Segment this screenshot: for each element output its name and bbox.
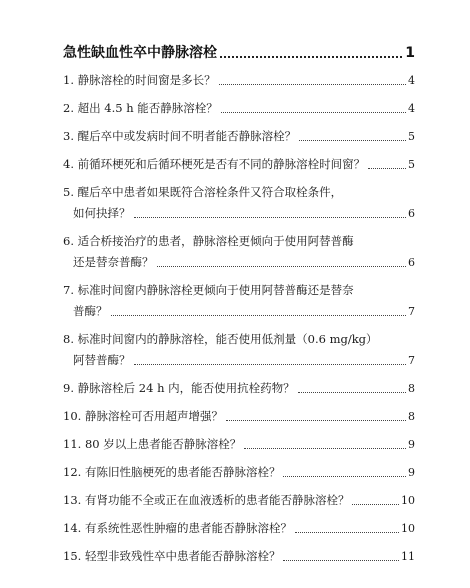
toc-entry-last-line: [63, 203, 415, 224]
toc-entry-text: 阿替普酶？: [73, 353, 131, 367]
toc-entry-page-number: 5: [408, 130, 415, 143]
dot-leader: [219, 84, 406, 85]
toc-entry-last-line: [63, 490, 415, 511]
toc-entry[interactable]: [63, 329, 415, 371]
dot-leader: [352, 504, 399, 505]
toc-entry-last-line: [63, 252, 415, 273]
toc-entry-text: 3. 醒后卒中或发病时间不明者能否静脉溶栓？: [63, 129, 297, 143]
toc-entry[interactable]: [63, 70, 415, 91]
toc-entry[interactable]: [63, 378, 415, 399]
toc-entry-last-line: [63, 70, 415, 91]
dot-leader: [368, 168, 406, 169]
toc-entry-page-number: 6: [408, 207, 415, 220]
toc-entry[interactable]: [63, 98, 415, 119]
toc-entry-last-line: [63, 434, 415, 455]
dot-leader: [298, 392, 406, 393]
dot-leader: [221, 112, 406, 113]
toc-entry-text: 8. 标准时间窗内的静脉溶栓，能否使用低剂量（0.6 mg/kg）: [63, 332, 378, 346]
dot-leader: [157, 266, 407, 267]
toc-entry-page-number: 10: [401, 522, 415, 535]
toc-entry-text: 7. 标准时间窗内静脉溶栓更倾向于使用阿替普酶还是替奈: [63, 283, 354, 297]
toc-heading-page-number: 1: [405, 45, 415, 61]
dot-leader: [283, 560, 399, 561]
toc-entry-last-line: [63, 126, 415, 147]
toc-entry-text: 9. 静脉溶栓后 24 h 内，能否使用抗栓药物？: [63, 381, 295, 395]
toc-entry-last-line: [63, 462, 415, 483]
toc-entry[interactable]: [63, 518, 415, 539]
toc-entry[interactable]: [63, 434, 415, 455]
toc-entry-text: 10. 静脉溶栓可否用超声增强？: [63, 409, 223, 423]
toc-entry-page-number: 8: [408, 410, 415, 423]
toc-entry-text: 15. 轻型非致残性卒中患者能否静脉溶栓？: [63, 549, 281, 563]
toc-entry-page-number: 5: [408, 158, 415, 171]
toc-entry-page-number: 8: [408, 382, 415, 395]
toc-entry-page-number: 9: [408, 466, 415, 479]
toc-heading-title: 急性缺血性卒中静脉溶栓: [63, 45, 217, 61]
toc-entry-text: 12. 有陈旧性脑梗死的患者能否静脉溶栓？: [63, 465, 281, 479]
dot-leader: [299, 140, 406, 141]
toc-entry-text: 14. 有系统性恶性肿瘤的患者能否静脉溶栓？: [63, 521, 292, 535]
dot-leader: [111, 315, 407, 316]
toc-entry-text: 11. 80 岁以上患者能否静脉溶栓？: [63, 437, 242, 451]
dot-leader: [134, 217, 407, 218]
toc-entry-last-line: [63, 98, 415, 119]
toc-entry-text: 如何抉择？: [73, 206, 131, 220]
toc-entry-page-number: 4: [408, 102, 415, 115]
toc-entry-last-line: [63, 546, 415, 567]
toc-entry-text: 4. 前循环梗死和后循环梗死是否有不同的静脉溶栓时间窗？: [63, 157, 366, 171]
toc-entry-last-line: [63, 350, 415, 371]
toc-entry-last-line: [63, 378, 415, 399]
toc-entry-page-number: 7: [408, 354, 415, 367]
toc-entry-page-number: 4: [408, 74, 415, 87]
toc-entry[interactable]: [63, 546, 415, 567]
toc-entry[interactable]: [63, 280, 415, 322]
toc-heading[interactable]: [63, 44, 415, 62]
toc-entry-page-number: 6: [408, 256, 415, 269]
toc-entry-page-number: 9: [408, 438, 415, 451]
toc-entry-last-line: [63, 406, 415, 427]
toc-entry-page-number: 11: [401, 550, 415, 563]
toc-entry-text: 还是替奈普酶？: [73, 255, 154, 269]
toc-list: [63, 70, 415, 574]
toc-entry[interactable]: [63, 154, 415, 175]
toc-entry[interactable]: [63, 490, 415, 511]
dot-leader: [244, 448, 406, 449]
toc-entry-last-line: [63, 301, 415, 322]
toc-entry[interactable]: [63, 231, 415, 273]
dot-leader: [134, 364, 407, 365]
dot-leader: [295, 532, 399, 533]
toc-entry-last-line: [63, 154, 415, 175]
dot-leader: [283, 476, 406, 477]
toc-entry-text: 普酶？: [73, 304, 108, 318]
toc-entry[interactable]: [63, 182, 415, 224]
toc-entry-page-number: 7: [408, 305, 415, 318]
toc-entry-text: 5. 醒后卒中患者如果既符合溶栓条件又符合取栓条件，: [63, 185, 343, 199]
toc-entry-page-number: 10: [401, 494, 415, 507]
toc-entry-text: 6. 适合桥接治疗的患者，静脉溶栓更倾向于使用阿替普酶: [63, 234, 354, 248]
toc-entry-text: 13. 有肾功能不全或正在血液透析的患者能否静脉溶栓？: [63, 493, 350, 507]
toc-entry[interactable]: [63, 126, 415, 147]
dot-leader: [220, 56, 402, 58]
toc-entry-text: 2. 超出 4.5 h 能否静脉溶栓？: [63, 101, 218, 115]
toc-entry[interactable]: [63, 406, 415, 427]
toc-entry-last-line: [63, 518, 415, 539]
toc-entry[interactable]: [63, 462, 415, 483]
dot-leader: [226, 420, 406, 421]
toc-entry-text: 1. 静脉溶栓的时间窗是多长？: [63, 73, 216, 87]
